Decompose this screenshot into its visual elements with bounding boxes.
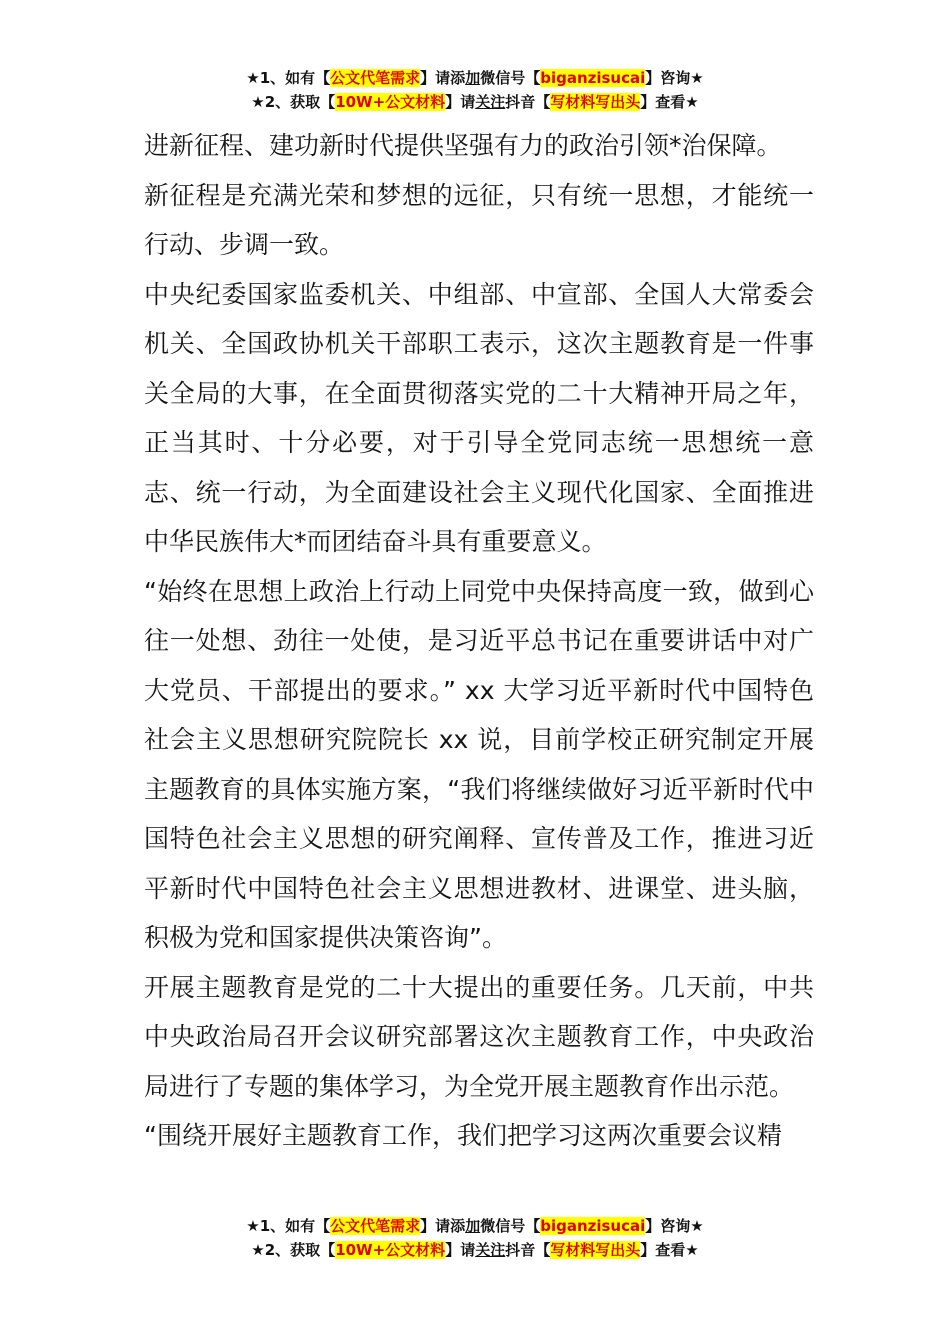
paragraph: 开展主题教育是党的二十大提出的重要任务。几天前，中共中央政治局召开会议研究部署这次主题教育工作，中央政治局进行了专题的集体学习，为全党开展主题教育作出示范。 — [144, 972, 814, 1101]
banner-text: 】查看★ — [640, 1241, 699, 1259]
banner-line-2 — [0, 90, 950, 114]
banner-text: 】请添 — [420, 69, 466, 87]
highlight-douyin: 写材料写出头 — [550, 93, 641, 111]
paragraph: “围绕开展好主题教育工作，我们把学习这两次重要会议精 — [144, 1121, 782, 1150]
banner-text: 微信号【 — [480, 1217, 541, 1235]
paragraph: 中央纪委国家监委机关、中组部、中宣部、全国人大常委会机关、全国政协机关干部职工表示，这次主题教育是一件事关全局的大事，在全面贯彻落实党的二十大精神开局之年，正当其时、十分必要，对于引导全党同志统一思想统一意志、统一行动，为全面建设社会主义现代化国家、全面推进中华民族伟大*而团结奋斗具有重要意义。 — [144, 279, 814, 556]
highlight-wechat-id: biganzisucai — [540, 69, 646, 87]
highlight-service: 公文代笔需求 — [330, 69, 421, 87]
paragraph: 进新征程、建功新时代提供坚强有力的政治引领*治保障。 — [144, 131, 782, 160]
banner-emphasis: 关注 — [475, 1241, 506, 1259]
banner-emphasis: 加 — [465, 69, 481, 87]
banner-text: 】咨询★ — [645, 1217, 704, 1235]
highlight-service: 公文代笔需求 — [330, 1217, 421, 1235]
banner-text: 抖音【 — [505, 1241, 551, 1259]
banner-text: ★2、获取【 — [251, 1241, 336, 1259]
banner-text: 】请 — [445, 1241, 476, 1259]
banner-emphasis: 关注 — [475, 93, 506, 111]
banner-line-1 — [0, 1214, 950, 1238]
banner-text: ★1、如有【 — [246, 69, 331, 87]
banner-text: 】查看★ — [640, 93, 699, 111]
highlight-materials: 10W+公文材料 — [335, 1241, 446, 1259]
header-banner — [0, 66, 950, 114]
banner-line-2 — [0, 1238, 950, 1262]
banner-text: 抖音【 — [505, 93, 551, 111]
banner-text: 】请 — [445, 93, 476, 111]
banner-text: 】请添 — [420, 1217, 466, 1235]
paragraph: “始终在思想上政治上行动上同党中央保持高度一致，做到心往一处想、劲往一处使，是习近平总书记在重要讲话中对广大党员、干部提出的要求。” xx 大学习近平新时代中国特色社会主义思想研究院院长 xx 说，目前学校正研究制定开展主题教育的具体实施方案，“我们将继续做好习近平新时代中国特色社会主义思想的研究阐释、宣传普及工作，推进习近平新时代中国特色社会主义思想进教材、进课堂、进头脑，积极为党和国家提供决策咨询”。 — [144, 576, 814, 952]
document-body — [144, 121, 814, 1161]
highlight-wechat-id: biganzisucai — [540, 1217, 646, 1235]
paragraph: 新征程是充满光荣和梦想的远征，只有统一思想，才能统一行动、步调一致。 — [144, 180, 814, 259]
banner-text: 】咨询★ — [645, 69, 704, 87]
banner-text: ★1、如有【 — [246, 1217, 331, 1235]
banner-emphasis: 加 — [465, 1217, 481, 1235]
highlight-douyin: 写材料写出头 — [550, 1241, 641, 1259]
banner-text: 微信号【 — [480, 69, 541, 87]
banner-line-1 — [0, 66, 950, 90]
highlight-materials: 10W+公文材料 — [335, 93, 446, 111]
footer-banner — [0, 1214, 950, 1262]
banner-text: ★2、获取【 — [251, 93, 336, 111]
